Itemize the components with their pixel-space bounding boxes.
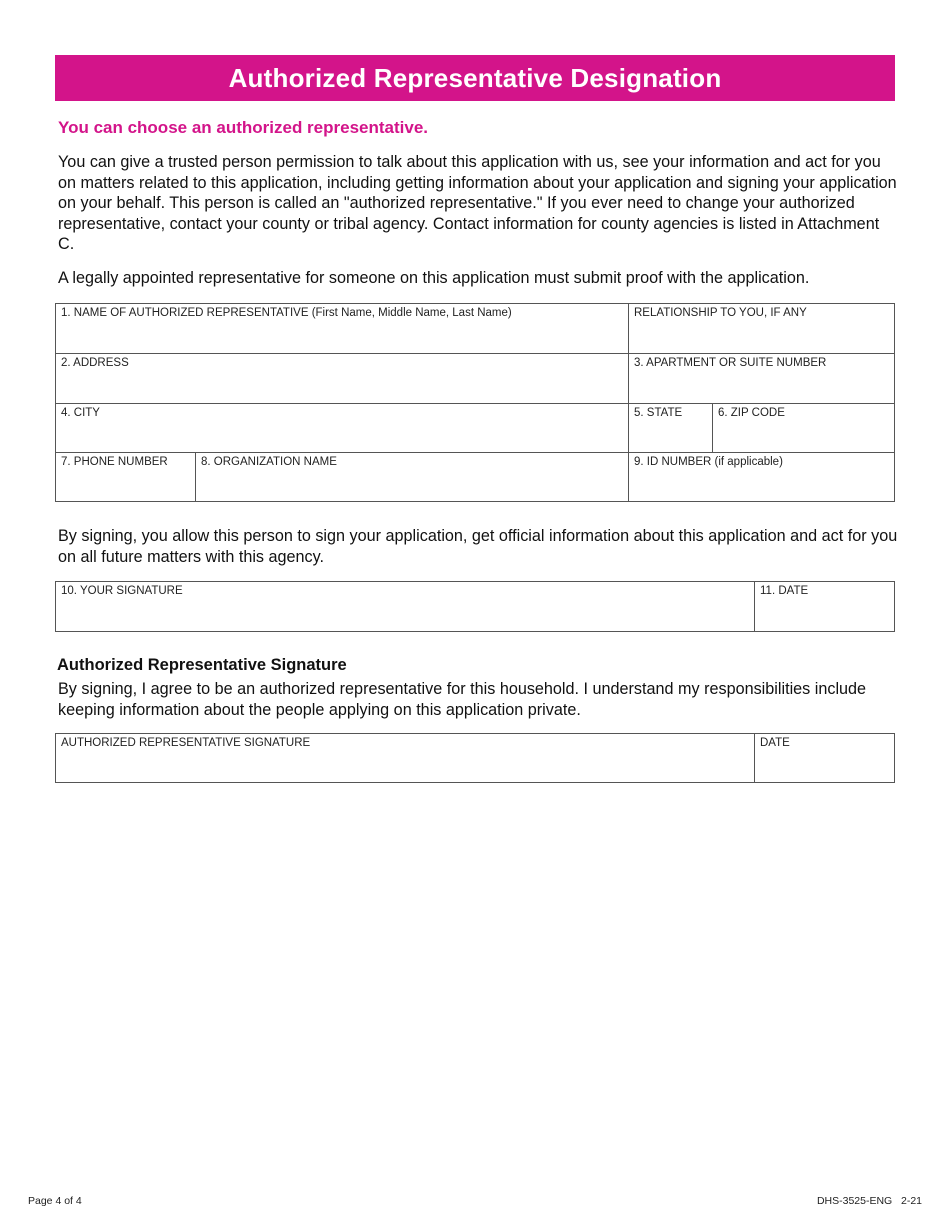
organization-name-field-label: 8. ORGANIZATION NAME: [201, 456, 337, 468]
city-field-label: 4. CITY: [61, 407, 100, 419]
intro-paragraph: You can give a trusted person permission to talk about this application with us, see your information and act for you on matters related to this application, including getting information about your application and signing your application on your behalf. This person is called an "authorized representative." If you ever need to change your authorized representative, contact your county or tribal agency. Contact information for county agencies is listed in Attachment C.: [58, 153, 897, 253]
organization-name-field[interactable]: [196, 453, 629, 501]
phone-number-field-label: 7. PHONE NUMBER: [61, 456, 168, 468]
zip-code-field-label: 6. ZIP CODE: [718, 407, 785, 419]
apartment-field-label: 3. APARTMENT OR SUITE NUMBER: [634, 357, 827, 369]
page-title: Authorized Representative Designation: [228, 62, 722, 93]
legal-proof-paragraph: A legally appointed representative for someone on this application must submit proof with the application.: [58, 269, 810, 287]
id-number-field-label: 9. ID NUMBER (if applicable): [634, 456, 783, 468]
city-field[interactable]: [56, 404, 629, 453]
phone-number-field[interactable]: [56, 453, 196, 501]
rep-date-field-label: DATE: [760, 737, 790, 749]
section-subheading: You can choose an authorized representative.: [58, 118, 429, 137]
relationship-field-label: RELATIONSHIP TO YOU, IF ANY: [634, 307, 807, 319]
zip-code-field[interactable]: [713, 404, 894, 453]
signature-date-field-label: 11. DATE: [760, 585, 809, 597]
signature-date-field[interactable]: [755, 582, 894, 631]
form-id: DHS-3525-ENG 2-21: [816, 1195, 922, 1207]
address-field-label: 2. ADDRESS: [61, 357, 129, 369]
address-field[interactable]: [56, 354, 629, 404]
rep-signature-field-label: AUTHORIZED REPRESENTATIVE SIGNATURE: [61, 737, 311, 749]
name-field-label: 1. NAME OF AUTHORIZED REPRESENTATIVE (First Name, Middle Name, Last Name): [61, 307, 512, 319]
your-signature-field-label: 10. YOUR SIGNATURE: [61, 585, 183, 597]
state-field[interactable]: [629, 404, 713, 453]
id-number-field[interactable]: [629, 453, 894, 501]
your-signature-field[interactable]: [56, 582, 755, 631]
applicant-signature-form: [55, 581, 895, 632]
state-field-label: 5. STATE: [634, 407, 683, 419]
rep-date-field[interactable]: [755, 734, 894, 782]
apartment-field[interactable]: [629, 354, 894, 404]
rep-signature-heading: Authorized Representative Signature: [57, 656, 347, 674]
name-field[interactable]: [56, 304, 629, 354]
representative-info-form: [55, 303, 895, 502]
page-number: Page 4 of 4: [28, 1195, 82, 1207]
relationship-field[interactable]: [629, 304, 894, 354]
page-title-banner: [55, 55, 895, 101]
rep-signature-form: [55, 733, 895, 783]
signing-paragraph: By signing, you allow this person to sign your application, get official information about this application and act for you on all future matters with this agency.: [58, 527, 898, 566]
rep-signature-field[interactable]: [56, 734, 755, 782]
rep-signature-paragraph: By signing, I agree to be an authorized representative for this household. I understand my responsibilities include keeping information about the people applying on this application private.: [58, 680, 867, 719]
